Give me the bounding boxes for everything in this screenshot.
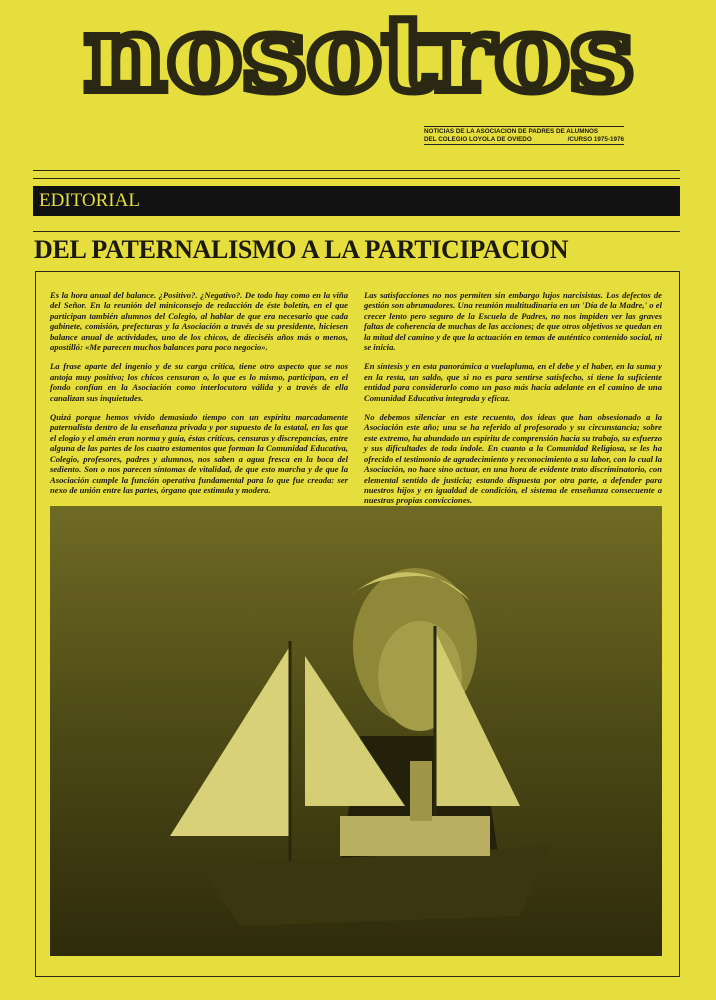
- subtitle-line-1: NOTICIAS DE LA ASOCIACION DE PADRES DE ALUMNOS: [424, 128, 599, 135]
- left-column: [50, 290, 348, 504]
- divider: [33, 178, 680, 179]
- paragraph: Las satisfacciones no nos permiten sin embargo lujos narcisistas. Los defectos de gestión son abrumadores. Una reunión multitudinaria en un 'Día de la Madre,' o el crecer lento pero seguro de la Escuela de Padres, no nos impiden ver las graves faltas de coherencia de muchas de las acciones; de que otros objetivos se quedan en la mitad del camino y de que la actuación en temas de auténtico contenido social, ni se inicia.: [364, 290, 662, 353]
- paragraph: No debemos silenciar en este recuento, dos ideas que han obsesionado a la Asociación este año; una se ha referido al profesorado y su circunstancia; sobre este extremo, ha abundado un espíritu de comprensión hacia su trabajo, su esfuerzo y sus dificultades de toda índole. En cuanto a la Comunidad Religiosa, se les ha ofrecido el testimonio de agradecimiento y reconocimiento a su labor, con lo cual la Asociación, no hace sino actuar, en una hora de evidente trato discriminatorio, con elemental sentido de justicia; estando dispuesta por otra parte, a defender para nuestros hijos y en igualdad de condición, el sistema de enseñanza consecuente a nuestras propias convicciones.: [364, 412, 662, 506]
- right-column: [364, 290, 662, 515]
- subtitle-line-2: DEL COLEGIO LOYOLA DE OVIEDO: [424, 135, 532, 143]
- divider: [33, 231, 680, 232]
- masthead-subtitle: [424, 126, 624, 145]
- course-years: /CURSO 1975-1976: [567, 135, 624, 143]
- headline: DEL PATERNALISMO A LA PARTICIPACION: [34, 235, 569, 264]
- logo-lettering: nosotros: [84, 0, 634, 115]
- paragraph: Es la hora anual del balance. ¿Positivo?. ¿Negativo?. De todo hay como en la viña del Señor. En la reunión del miniconsejo de redacción de éste boletín, en el que participan también alumnos del Colegio, al hablar de que era necesario que cada gabinete, comisión, prefecturas y la Asociación a través de su presidente, hiciesen balance anual de actividades, uno de los chicos, de dieciséis años más o menos, apostilló: «Me parecen muchos balances para poco negocio».: [50, 290, 348, 353]
- nosotros-logo: [80, 0, 640, 118]
- section-banner: EDITORIAL: [33, 186, 680, 216]
- paragraph: En síntesis y en esta panorámica a vuelapluma, en el debe y el haber, en la suma y en la resta, un saldo, que si no es para sentirse satisfecho, sí tiene la suficiente entidad para considerarlo como un paso más hacia adelante en el camino de una Comunidad Educativa integrada y eficaz.: [364, 361, 662, 403]
- divider: [33, 170, 680, 171]
- paragraph: Quizá porque hemos vivido demasiado tiempo con un espíritu marcadamente paternalista dentro de la enseñanza privada y por supuesto de la estatal, en las que el elogio y el amén eran norma y guía, éstas críticas, censuras y discrepancias, entre alguna de las partes de los cuatro estamentos que forman la Comunidad Educativa, Colegio, profesores, padres y alumnos, nos saben a agua fresca en la boca del sediento. Son o nos parecen síntomas de vitalidad, de que esto marcha y de que la Asociación cumple la función operativa fundamental para lo que fue creada: ser nexo de unión entre las partes, órgano que estimula y modera.: [50, 412, 348, 495]
- photo-boy-with-toy-sailboat: [50, 506, 662, 956]
- paragraph: La frase aparte del ingenio y de su carga crítica, tiene otro aspecto que se nos antoja muy positivo; los chicos censuran o, lo que es lo mismo, participan, en el fondo confían en la Asociación como interlocutora válida y a través de ella canalizan sus inquietudes.: [50, 361, 348, 403]
